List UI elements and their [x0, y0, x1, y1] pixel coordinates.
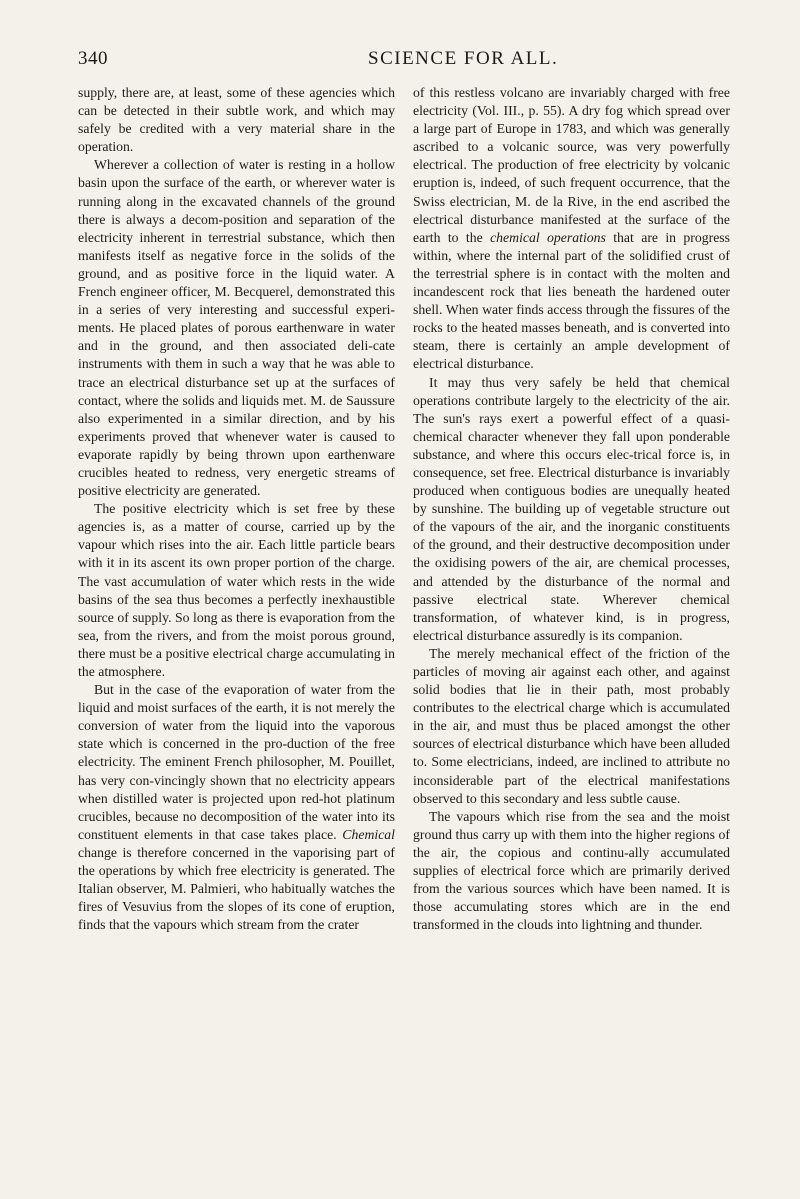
- text-run: of this restless volcano are invariably charged with free electricity (Vol. III., p. 55). A dry fog which spread over a large part of Europe in 1783, and which was generally ascribed to a volcanic source, was very powerfully electrical. The production of free electricity by volcanic eruption is, indeed, of such frequent occurrence, that the Swiss electrician, M. de la Rive, in the end ascribed the electrical disturbance manifested at the surface of the earth to the: [413, 85, 730, 245]
- text-run: The vapours which rise from the sea and the moist ground thus carry up with them into the higher regions of the air, the copious and continu-ally accumulated supplies of electrical force which are primarily derived from the various sources which have been named. It is those accumulating stores which are in the end transformed in the clouds into lightning and thunder.: [413, 808, 730, 933]
- paragraph: [78, 681, 395, 934]
- text-run: It may thus very safely be held that chemical operations contribute largely to the electricity of the air. The sun's rays exert a powerful effect of a quasi-chemical character whenever they fall upon ponderable substance, and where this occurs elec-trical force is, in consequence, set free. Electrical disturbance is invariably produced when contiguous bodies are unequally heated by sunshine. The building up of vegetable structure out of the vapours of the air, and the inorganic constituents of the ground, and their destructive decomposition under the oxidising powers of the air, are chemical processes, and attended by the disturbance of the normal and passive electrical state. Wherever chemical transformation, of whatever kind, is in progress, electrical disturbance assuredly is its companion.: [413, 374, 730, 643]
- text-run: that are in progress within, where the internal part of the solidified crust of the terrestrial sphere is in contact with the molten and incandescent rock that lies beneath the hardened outer shell. When water finds access through the fissures of the rocks to the heated masses beneath, and is converted into steam, there is certainly an ample development of electrical disturbance.: [413, 229, 730, 372]
- paragraph: [413, 374, 730, 645]
- right-text-column: [413, 84, 730, 934]
- text-run: The merely mechanical effect of the friction of the particles of moving air against each other, and against solid bodies that lie in their path, most probably contributes to the electrical charge which is accumulated in the air, and must thus be placed amongst the other sources of electrical disturbance which have been alluded to. Some electricians, indeed, are inclined to attribute no inconsiderable part of the electrical manifestations observed to this secondary and less subtle cause.: [413, 645, 730, 806]
- text-run: supply, there are, at least, some of these agencies which can be detected in their subtle work, and which may safely be credited with a very material share in the operation.: [78, 85, 395, 155]
- page-header: [78, 48, 730, 72]
- paragraph: [78, 84, 395, 156]
- paragraph: [78, 156, 395, 500]
- italic-text: chemical operations: [490, 229, 606, 245]
- text-run: But in the case of the evaporation of water from the liquid and moist surfaces of the earth, it is not merely the conversion of water from the liquid into the vaporous state which is concerned in the pro-duction of the free electricity. The eminent French philosopher, M. Pouillet, has very con-vincingly shown that no electricity appears when distilled water is projected upon red-hot platinum crucibles, because no decomposition of the water into its constituent elements in that case takes place.: [78, 682, 395, 842]
- text-run: Wherever a collection of water is resting in a hollow basin upon the surface of the earth, or wherever water is running along in the excavated channels of the ground there is always a decom-position and separation of the electricity inherent in terrestrial substance, which then manifests itself as negative force in the solids of the ground, and as positive force in the liquid water. A French engineer officer, M. Becquerel, demonstrated this in a series of very interesting and successful experi-ments. He placed plates of porous earthenware in water and in the ground, and then associated deli-cate instruments with them in such a way that he was able to trace an electrical disturbance set up at the surfaces of contact, where the solids and liquids met. M. de Saussure also experimented in a similar direction, and by his experiments proved that whenever water is caused to evaporate rapidly by being thrown upon earthenware crucibles heated to redness, very energetic streams of positive electricity are generated.: [78, 157, 395, 499]
- paragraph: [413, 808, 730, 935]
- paragraph: [413, 84, 730, 374]
- italic-text: Chemical: [342, 826, 395, 842]
- running-head: SCIENCE FOR ALL.: [368, 48, 559, 69]
- text-run: The positive electricity which is set free by these agencies is, as a matter of course, carried up by the vapour which rises into the air. Each little particle bears with it in its ascent its own proper portion of the charge. The vast accumulation of water which rests in the wide basins of the sea thus becomes a perfectly inexhaustible source of supply. So long as there is evaporation from the sea, from the rivers, and from the moist porous ground, there must be a positive electrical charge accumulating in the atmosphere.: [78, 501, 395, 679]
- paragraph: [413, 645, 730, 808]
- page-number: 340: [78, 48, 108, 69]
- left-text-column: [78, 84, 395, 934]
- text-run: change is therefore concerned in the vaporising part of the operations by which free electricity is generated. The Italian observer, M. Palmieri, who habitually watches the fires of Vesuvius from the slopes of its cone of eruption, finds that the vapours which stream from the crater: [78, 844, 395, 933]
- paragraph: [78, 500, 395, 681]
